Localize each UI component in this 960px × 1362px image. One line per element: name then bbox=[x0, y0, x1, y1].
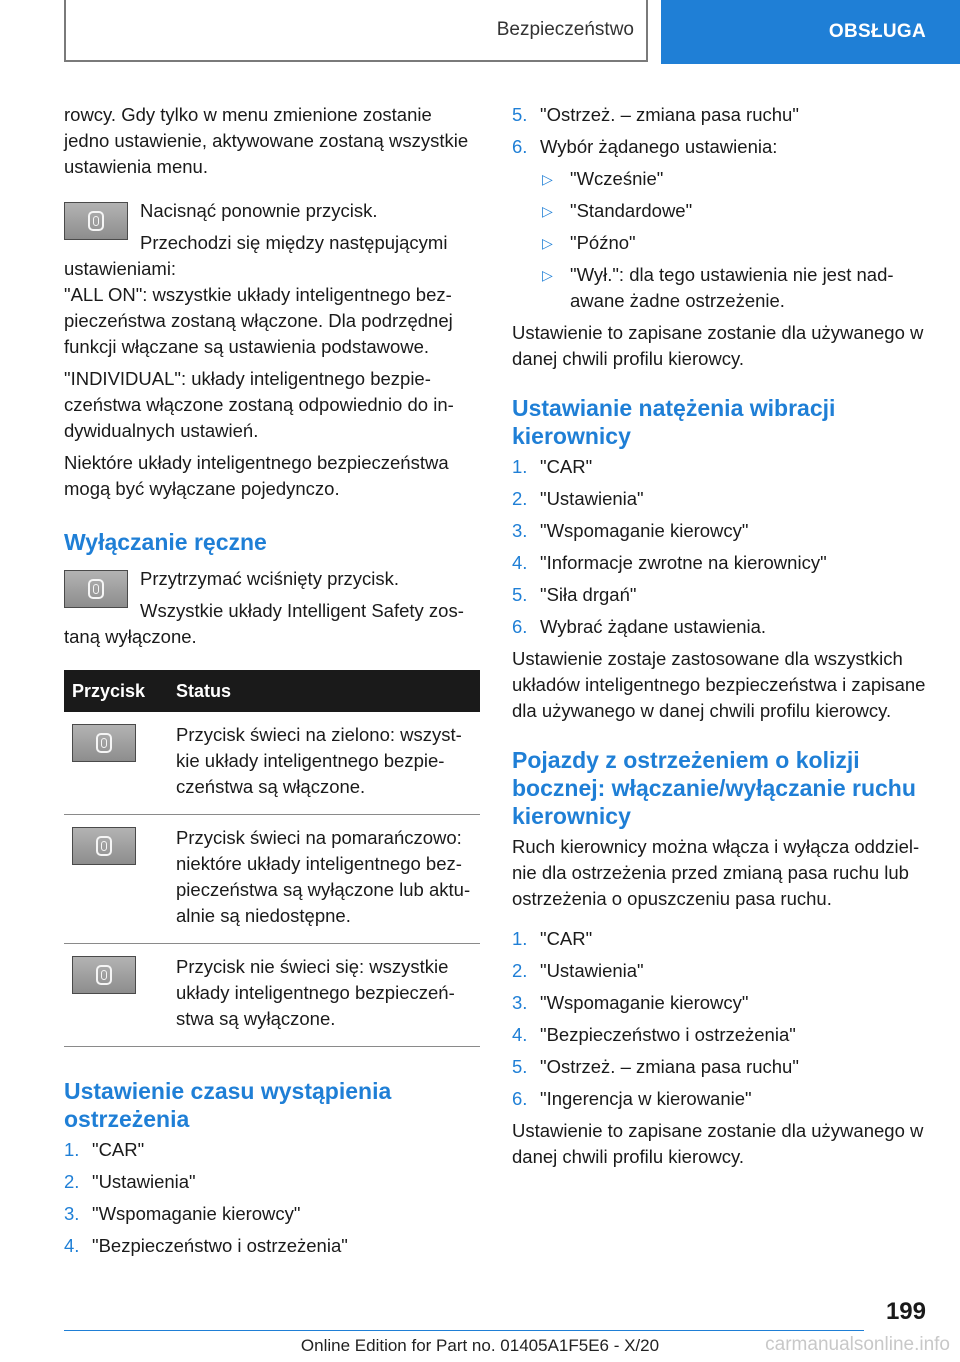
list-item: 4. "Bezpieczeństwo i ostrzeżenia" bbox=[512, 1024, 796, 1045]
section-tab bbox=[64, 0, 648, 62]
side-collision-intro: Ruch kierownicy można włącza i wyłącza oddzielnie dla ostrzeżenia przed zmianą pasa ruchu lub ostrzeżenia o opuszczeniu pasa ruchu. bbox=[512, 836, 920, 909]
list-item: 5. "Siła drgań" bbox=[512, 584, 637, 605]
intelligent-safety-button-icon bbox=[64, 202, 128, 240]
edition-text: Online Edition for Part no. 01405A1F5E6 - X/20 bbox=[300, 1336, 660, 1355]
list-item: ▷ "Wcześnie" bbox=[512, 166, 932, 192]
list-item: 1. "CAR" bbox=[512, 928, 593, 949]
button-green-icon bbox=[72, 724, 136, 762]
triangle-bullet-icon: ▷ bbox=[542, 267, 553, 283]
some-off-text: Niektóre układy inteligentnego bezpieczeństwa mogą być wyłączane pojedynczo. bbox=[64, 452, 449, 499]
list-item: 4. "Informacje zwrotne na kierownicy" bbox=[512, 552, 827, 573]
list-item: 6. "Ingerencja w kierowanie" bbox=[512, 1088, 752, 1109]
chapter-tab bbox=[661, 0, 960, 64]
intelligent-safety-button-icon bbox=[64, 570, 128, 608]
section-title: Bezpieczeństwo bbox=[496, 19, 634, 40]
left-column bbox=[64, 102, 480, 1265]
table-row bbox=[64, 712, 480, 815]
list-item: 5. "Ostrzeż. – zmiana pasa ruchu" bbox=[512, 1056, 799, 1077]
press-again-row bbox=[64, 198, 480, 282]
vibration-heading: Ustawianie natężenia wibracji kierownicy bbox=[512, 395, 836, 449]
status-text: Przycisk świeci na zielono: wszystkie układy inteligentnego bezpieczeństwa są włączone. bbox=[168, 712, 480, 815]
intro-text: rowcy. Gdy tylko w menu zmienione zostanie jedno ustawienie, aktywowane zostaną wszystkie ustawienia menu. bbox=[64, 104, 469, 177]
vibration-note: Ustawienie zostaje zastosowane dla wszystkich układów inteligentnego bezpieczeństwa i zapisane dla używanego w danej chwili profilu kierowcy. bbox=[512, 648, 926, 721]
list-item: 5. "Ostrzeż. – zmiana pasa ruchu" bbox=[512, 104, 799, 125]
list-item: 1. "CAR" bbox=[64, 1139, 145, 1160]
button-orange-icon bbox=[72, 827, 136, 865]
table-header-button: Przycisk bbox=[64, 670, 168, 712]
list-item: ▷ "Wył.": dla tego ustawienia nie jest nadawane żadne ostrzeżenie. bbox=[542, 264, 894, 311]
triangle-bullet-icon: ▷ bbox=[542, 235, 553, 251]
saved-note: Ustawienie to zapisane zostanie dla używanego w danej chwili profilu kierowcy. bbox=[512, 322, 924, 369]
status-text: Przycisk nie świeci się: wszystkie układy inteligentnego bezpieczeństwa są wyłączone. bbox=[168, 944, 480, 1047]
table-row bbox=[64, 815, 480, 944]
watermark: carmanualsonline.info bbox=[765, 1334, 950, 1355]
manual-off-heading: Wyłączanie ręczne bbox=[64, 529, 267, 555]
list-item: 6. Wybór żądanego ustawienia: bbox=[512, 136, 778, 157]
timing-steps-list bbox=[64, 1137, 480, 1259]
press-again-text: Nacisnąć ponownie przycisk. bbox=[140, 200, 378, 221]
cycles-text: Przechodzi się między następującymi ustawieniami: bbox=[64, 232, 448, 279]
list-item: 3. "Wspomaganie kierowcy" bbox=[512, 520, 749, 541]
button-status-table bbox=[64, 670, 480, 1047]
chapter-title: OBSŁUGA bbox=[828, 21, 926, 42]
hold-row bbox=[64, 566, 480, 650]
right-column bbox=[512, 102, 932, 1176]
triangle-bullet-icon: ▷ bbox=[542, 171, 553, 187]
list-item: ▷ "Późno" bbox=[512, 230, 932, 256]
individual-text: "INDIVIDUAL": układy inteligentnego bezpieczeństwa włączone zostaną odpowiednio do indywidualnych ustawień. bbox=[64, 368, 454, 441]
list-item: ▷ "Standardowe" bbox=[512, 198, 932, 224]
side-collision-heading: Pojazdy z ostrzeżeniem o kolizji bocznej: włączanie/wyłączanie ruchu kierownicy bbox=[512, 747, 916, 829]
footer-divider bbox=[64, 1330, 864, 1331]
button-off-icon bbox=[72, 956, 136, 994]
triangle-bullet-icon: ▷ bbox=[542, 203, 553, 219]
timing-steps-cont-list bbox=[512, 102, 932, 160]
list-item: 3. "Wspomaganie kierowcy" bbox=[512, 992, 749, 1013]
all-on-text: "ALL ON": wszystkie układy inteligentnego bezpieczeństwa zostaną włączone. Dla podrzędnej funkcji włączane są ustawienia podstawowe. bbox=[64, 284, 453, 357]
list-item: 4. "Bezpieczeństwo i ostrzeżenia" bbox=[64, 1235, 348, 1256]
table-row bbox=[64, 944, 480, 1047]
list-item: 2. "Ustawienia" bbox=[64, 1171, 196, 1192]
status-text: Przycisk świeci na pomarańczowo: niektóre układy inteligentnego bezpieczeństwa są wyłączone lub aktualnie są niedostępne. bbox=[168, 815, 480, 944]
hold-text: Przytrzymać wciśnięty przycisk. bbox=[140, 568, 400, 589]
list-item: 6. Wybrać żądane ustawienia. bbox=[512, 616, 767, 637]
side-collision-steps-list bbox=[512, 926, 932, 1112]
warning-timing-heading: Ustawienie czasu wystąpienia ostrzeżenia bbox=[64, 1078, 392, 1132]
list-item: 2. "Ustawienia" bbox=[512, 960, 644, 981]
saved-note: Ustawienie to zapisane zostanie dla używanego w danej chwili profilu kierowcy. bbox=[512, 1120, 924, 1167]
list-item: 2. "Ustawienia" bbox=[512, 488, 644, 509]
all-off-text: Wszystkie układy Intelligent Safety zostaną wyłączone. bbox=[64, 600, 464, 647]
list-item: 1. "CAR" bbox=[512, 456, 593, 477]
timing-options-list bbox=[512, 166, 932, 314]
table-header-status: Status bbox=[168, 670, 480, 712]
list-item: 3. "Wspomaganie kierowcy" bbox=[64, 1203, 301, 1224]
vibration-steps-list bbox=[512, 454, 932, 640]
page-number: 199 bbox=[885, 1298, 926, 1325]
